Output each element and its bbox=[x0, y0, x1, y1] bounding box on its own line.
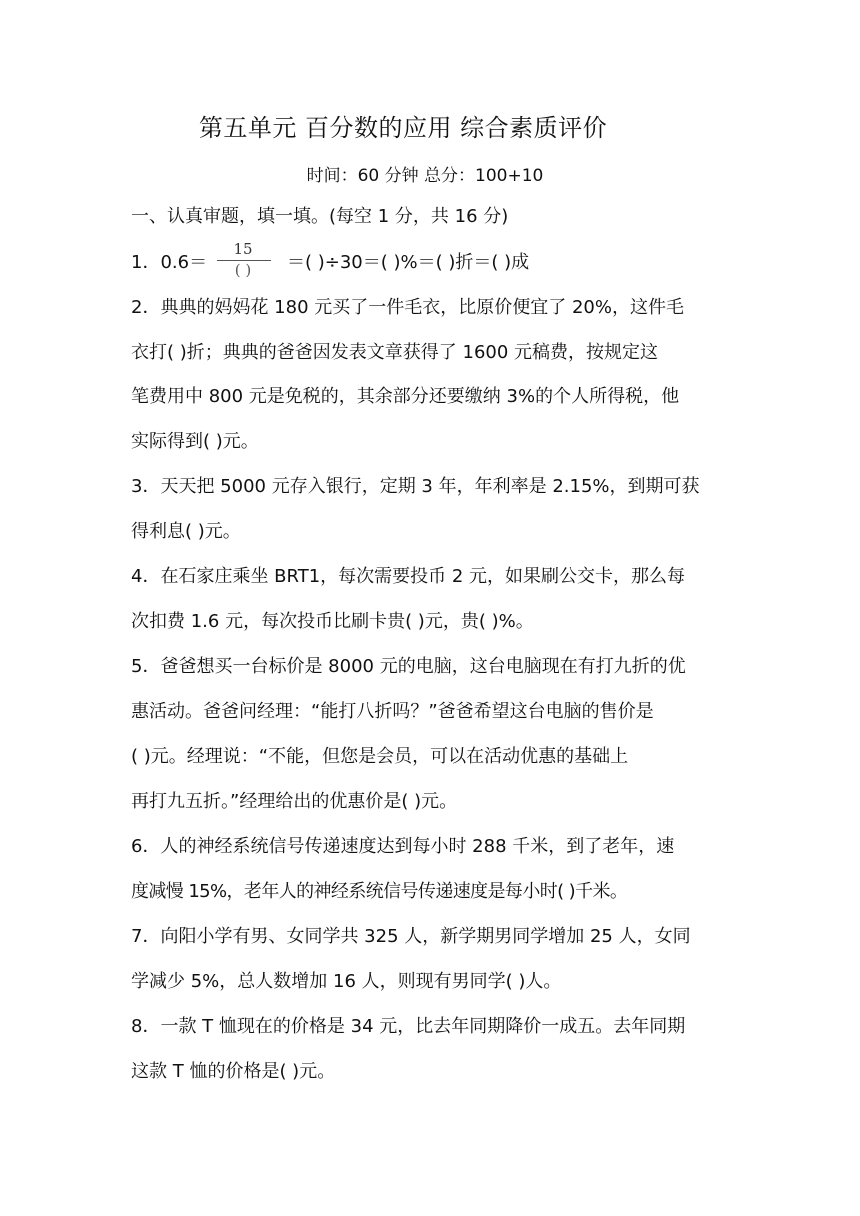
q1-suffix: ＝( )÷30＝( )%＝( )折＝( )成 bbox=[287, 252, 530, 273]
q2-line: 笔费用中 800 元是免税的，其余部分还要缴纳 3%的个人所得税，他 bbox=[131, 386, 680, 407]
q6-line: 度减慢 15%，老年人的神经系统信号传递速度是每小时( )千米。 bbox=[131, 881, 628, 902]
q1-fraction bbox=[215, 240, 279, 280]
section-heading: 一、认真审题，填一填。(每空 1 分，共 16 分) bbox=[131, 206, 509, 227]
q4-line: 4．在石家庄乘坐 BRT1，每次需要投币 2 元，如果刷公交卡，那么每 bbox=[131, 566, 686, 587]
q6-line: 6．人的神经系统信号传递速度达到每小时 288 千米，到了老年，速 bbox=[131, 836, 675, 857]
q5-line: 惠活动。爸爸问经理：“能打八折吗？”爸爸希望这台电脑的售价是 bbox=[131, 701, 654, 722]
q2-line: 2．典典的妈妈花 180 元买了一件毛衣，比原价便宜了 20%，这件毛 bbox=[131, 297, 684, 318]
q2-line: 衣打( )折；典典的爸爸因发表文章获得了 1600 元稿费，按规定这 bbox=[131, 342, 659, 363]
page-title: 第五单元 百分数的应用 综合素质评价 bbox=[198, 114, 608, 142]
q1-prefix: 1．0.6＝ bbox=[131, 252, 208, 273]
q3-line: 3．天天把 5000 元存入银行，定期 3 年，年利率是 2.15%，到期可获 bbox=[131, 476, 700, 497]
q2-line: 实际得到( )元。 bbox=[131, 431, 259, 452]
q7-line: 学减少 5%，总人数增加 16 人，则现有男同学( )人。 bbox=[131, 971, 562, 992]
q8-line: 这款 T 恤的价格是( )元。 bbox=[131, 1061, 336, 1082]
fraction-denominator-blank: ( ) bbox=[234, 261, 252, 279]
fraction-numerator: 15 bbox=[233, 240, 253, 258]
exam-info: 时间：60 分钟 总分：100+10 bbox=[306, 166, 544, 186]
q4-line: 次扣费 1.6 元，每次投币比刷卡贵( )元，贵( )%。 bbox=[131, 611, 534, 632]
q5-line: 再打九五折。”经理给出的优惠价是( )元。 bbox=[131, 791, 458, 812]
q3-line: 得利息( )元。 bbox=[131, 521, 241, 542]
q5-line: ( )元。经理说：“不能，但您是会员，可以在活动优惠的基础上 bbox=[131, 746, 629, 767]
q5-line: 5．爸爸想买一台标价是 8000 元的电脑，这台电脑现在有打九折的优 bbox=[131, 656, 686, 677]
q7-line: 7．向阳小学有男、女同学共 325 人，新学期男同学增加 25 人，女同 bbox=[131, 926, 691, 947]
q8-line: 8．一款 T 恤现在的价格是 34 元，比去年同期降价一成五。去年同期 bbox=[131, 1016, 686, 1037]
